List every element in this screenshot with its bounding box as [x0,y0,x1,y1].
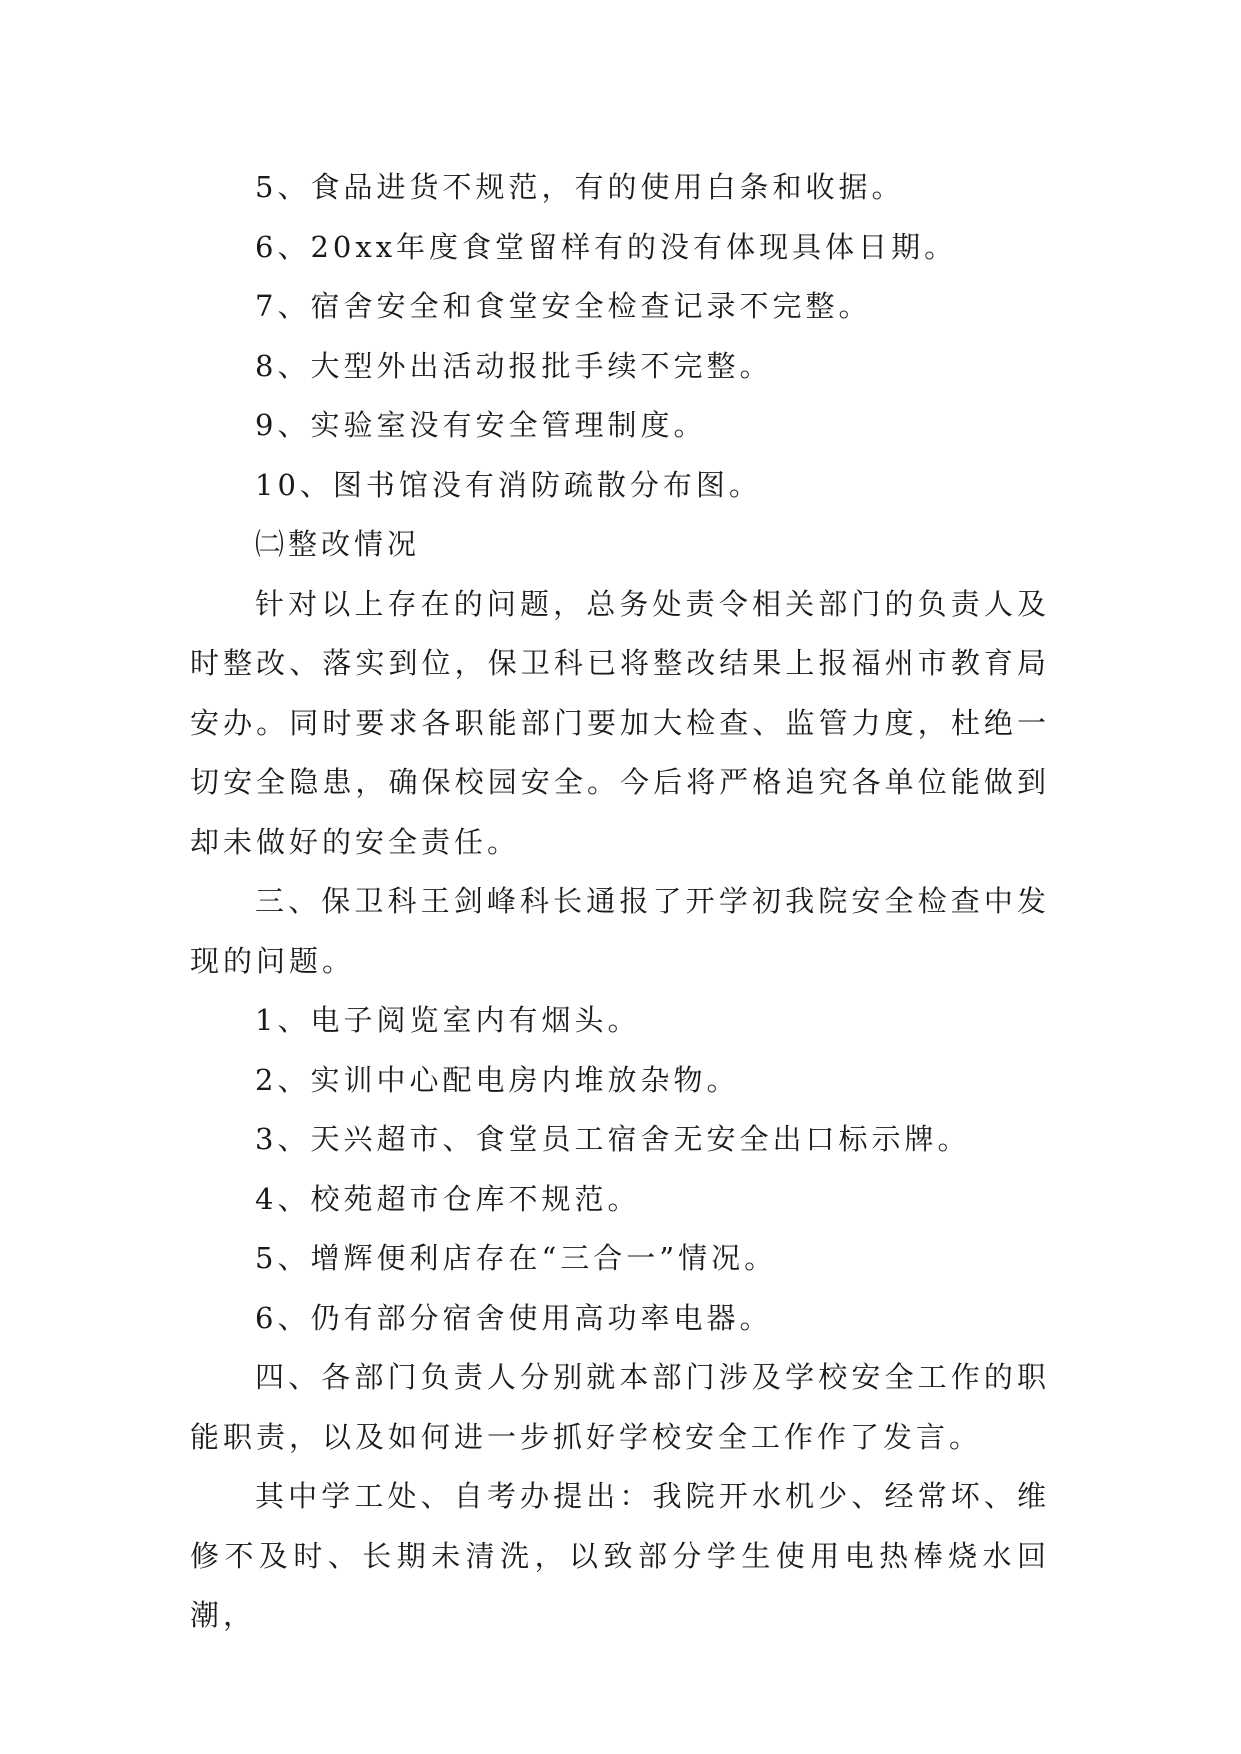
section-heading-rectification: ㈡整改情况 [255,527,421,561]
list-item-exit-signs: 3、天兴超市、食堂员工宿舍无安全出口标示牌。 [255,1122,971,1156]
paragraph-section-three: 三、保卫科王剑峰科长通报了开学初我院安全检查中发现的问题。 [190,884,1050,978]
list-item-library-evacuation: 10、图书馆没有消防疏散分布图。 [255,467,762,502]
list-item-canteen-samples: 6、20xx年度食堂留样有的没有体现具体日期。 [255,229,958,264]
list-item-outing-approval: 8、大型外出活动报批手续不完整。 [255,348,773,383]
list-item-lab-safety: 9、实验室没有安全管理制度。 [255,408,707,442]
list-item-three-in-one: 5、增辉便利店存在“三合一”情况。 [255,1241,778,1275]
list-item-inspection-records: 7、宿舍安全和食堂安全检查记录不完整。 [255,289,872,323]
list-item-high-power-appliances: 6、仍有部分宿舍使用高功率电器。 [255,1300,773,1335]
document-body [190,158,1050,1646]
paragraph-student-affairs: 其中学工处、自考办提出：我院开水机少、经常坏、维修不及时、长期未清洗，以致部分学生使用电热棒烧水回潮， [190,1479,1050,1632]
paragraph-rectification: 针对以上存在的问题，总务处责令相关部门的负责人及时整改、落实到位，保卫科已将整改结果上报福州市教育局安办。同时要求各职能部门要加大检查、监管力度，杜绝一切安全隐患，确保校园安全。今后将严格追究各单位能做到却未做好的安全责任。 [190,586,1050,859]
list-item-distribution-room: 2、实训中心配电房内堆放杂物。 [255,1062,740,1097]
list-item-warehouse: 4、校苑超市仓库不规范。 [255,1181,641,1216]
list-item-food-purchase: 5、食品进货不规范，有的使用白条和收据。 [255,170,905,204]
list-item-cigarette-butts: 1、电子阅览室内有烟头。 [255,1003,641,1037]
paragraph-section-four: 四、各部门负责人分别就本部门涉及学校安全工作的职能职责，以及如何进一步抓好学校安全工作作了发言。 [190,1360,1050,1454]
